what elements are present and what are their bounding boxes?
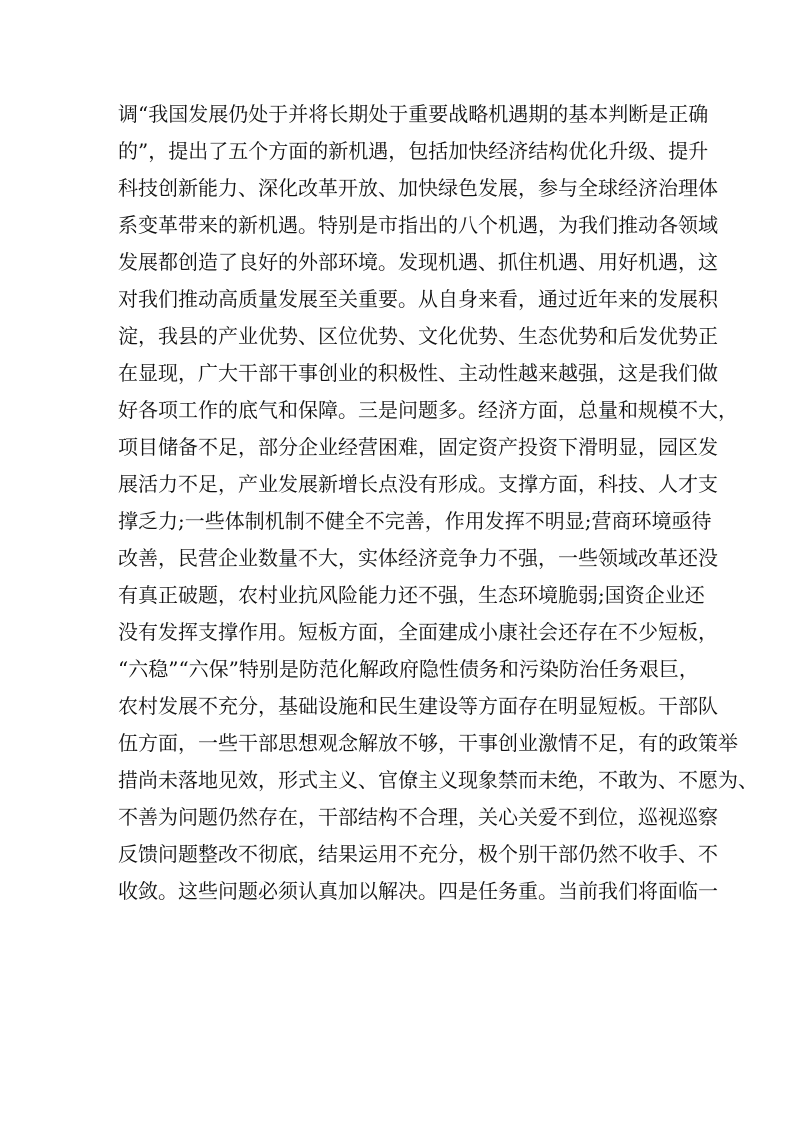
text-line: 系变革带来的新机遇。特别是市指出的八个机遇，为我们推动各领域 (118, 213, 718, 237)
text-line: 没有发挥支撑作用。短板方面，全面建成小康社会还存在不少短板， (118, 620, 718, 644)
text-line: 收敛。这些问题必须认真加以解决。四是任务重。当前我们将面临一 (118, 879, 718, 903)
text-line: 在显现，广大干部干事创业的积极性、主动性越来越强，这是我们做 (118, 361, 718, 385)
text-line: 不善为问题仍然存在，干部结构不合理，关心关爱不到位，巡视巡察 (118, 805, 718, 829)
text-line: 展活力不足，产业发展新增长点没有形成。支撑方面，科技、人才支 (118, 472, 718, 496)
text-line: 调“我国发展仍处于并将长期处于重要战略机遇期的基本判断是正确 (118, 102, 709, 126)
text-line: “六稳”“六保”特别是防范化解政府隐性债务和污染防治任务艰巨， (118, 657, 699, 681)
text-line: 措尚未落地见效，形式主义、官僚主义现象禁而未绝，不敢为、不愿为、 (118, 768, 758, 792)
text-line: 农村发展不充分，基础设施和民生建设等方面存在明显短板。干部队 (118, 694, 718, 718)
text-line: 反馈问题整改不彻底，结果运用不充分，极个别干部仍然不收手、不 (118, 842, 718, 866)
text-line: 的”，提出了五个方面的新机遇，包括加快经济结构优化升级、提升 (118, 139, 709, 163)
text-line: 改善，民营企业数量不大，实体经济竞争力不强，一些领域改革还没 (118, 546, 718, 570)
text-line: 撑乏力;一些体制机制不健全不完善，作用发挥不明显;营商环境亟待 (118, 509, 712, 533)
text-line: 对我们推动高质量发展至关重要。从自身来看，通过近年来的发展积 (118, 287, 718, 311)
text-line: 淀，我县的产业优势、区位优势、文化优势、生态优势和后发优势正 (118, 324, 718, 348)
text-line: 有真正破题，农村业抗风险能力还不强，生态环境脆弱;国资企业还 (118, 583, 705, 607)
text-line: 发展都创造了良好的外部环境。发现机遇、抓住机遇、用好机遇，这 (118, 250, 718, 274)
text-line: 科技创新能力、深化改革开放、加快绿色发展，参与全球经济治理体 (118, 176, 718, 200)
text-line: 项目储备不足，部分企业经营困难，固定资产投资下滑明显，园区发 (118, 435, 718, 459)
text-line: 伍方面，一些干部思想观念解放不够，干事创业激情不足，有的政策举 (118, 731, 738, 755)
text-line: 好各项工作的底气和保障。三是问题多。经济方面，总量和规模不大， (118, 398, 738, 422)
body-text (118, 96, 758, 910)
